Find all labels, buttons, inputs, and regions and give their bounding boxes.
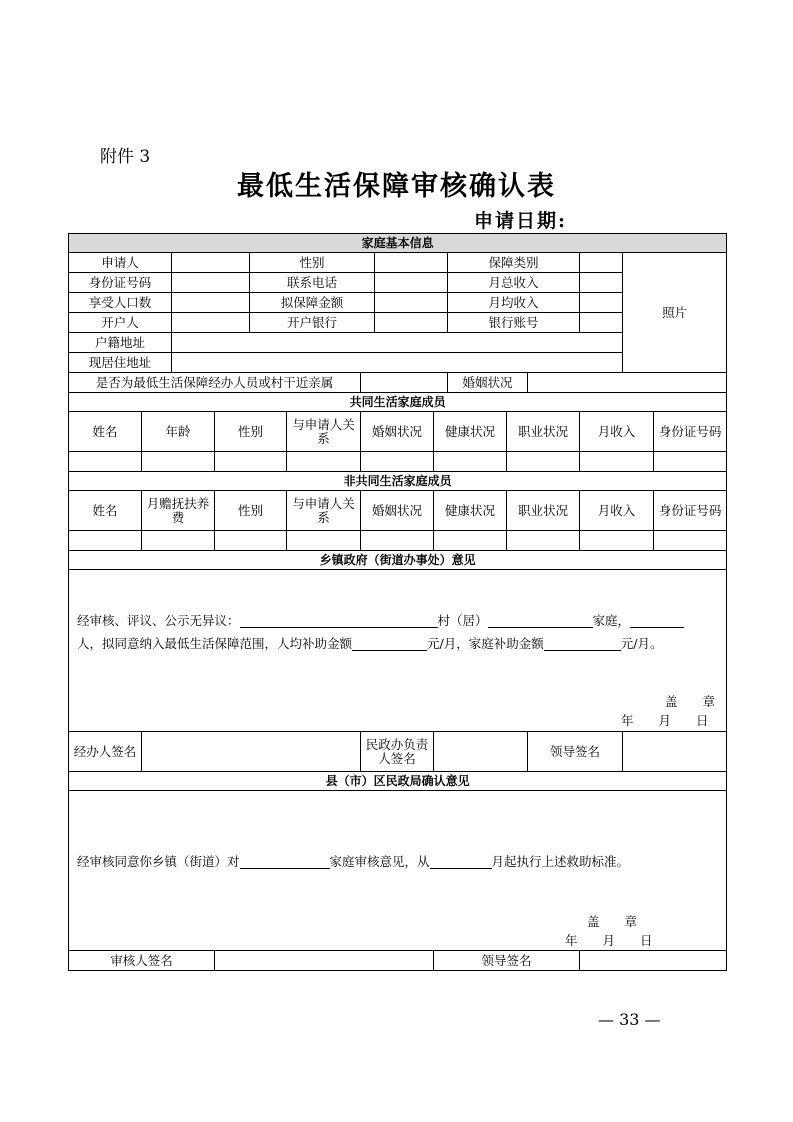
leader-sign-value[interactable] [580,951,727,971]
gender-label: 性别 [250,253,375,273]
table-cell[interactable] [287,452,361,472]
section-family-info: 家庭基本信息 [69,234,727,253]
guarantee-type-label: 保障类别 [448,253,580,273]
seal-label: 盖 章 [665,694,716,709]
id-number-value[interactable] [172,273,250,293]
bank-value[interactable] [375,313,448,333]
monthly-total-income-label: 月总收入 [448,273,580,293]
date-label: 年 月 日 [621,713,709,728]
column-header: 姓名 [69,412,142,452]
column-header: 年龄 [142,412,215,452]
page-title: 最低生活保障审核确认表 [237,171,556,202]
section-township-opinion: 乡镇政府（街道办事处）意见 [69,551,727,570]
family-name-blank[interactable] [240,855,330,869]
table-cell[interactable] [215,452,287,472]
guarantee-type-value[interactable] [580,253,623,273]
marital-status-label: 婚姻状况 [448,373,528,393]
bank-label: 开户银行 [250,313,375,333]
table-cell[interactable] [507,452,580,472]
leader-sign-value[interactable] [623,732,727,772]
page-number: — 33 — [598,1010,661,1029]
phone-label: 联系电话 [250,273,375,293]
column-header: 月赡抚扶养费 [142,491,215,531]
section-cohabiting-members: 共同生活家庭成员 [69,393,727,412]
civil-affairs-sign-value[interactable] [434,732,528,772]
household-address-label: 户籍地址 [69,333,172,353]
applicant-label: 申请人 [69,253,172,273]
column-header: 性别 [215,491,287,531]
county-opinion-line: 经审核同意你乡镇（街道）对 家庭审核意见，从 月起执行上述救助标准。 [77,854,630,869]
beneficiaries-label: 享受人口数 [69,293,172,313]
table-cell[interactable] [507,531,580,551]
monthly-avg-income-value[interactable] [580,293,623,313]
column-header: 健康状况 [434,412,507,452]
marital-status-value[interactable] [528,373,727,393]
table-cell[interactable] [654,531,727,551]
table-cell[interactable] [654,452,727,472]
proposed-amount-value[interactable] [375,293,448,313]
proposed-amount-label: 拟保障金额 [250,293,375,313]
household-address-value[interactable] [172,333,623,353]
column-header: 与申请人关系 [287,412,361,452]
account-holder-value[interactable] [172,313,250,333]
current-address-label: 现居住地址 [69,353,172,373]
photo-box: 照片 [623,253,727,373]
table-cell[interactable] [580,531,654,551]
reviewer-sign-label: 审核人签名 [69,951,215,971]
village-blank[interactable] [240,614,438,628]
review-form-table [68,233,727,971]
column-header: 月收入 [580,491,654,531]
township-opinion-line-2: 人，拟同意纳入最低生活保障范围，人均补助金额 元/月，家庭补助金额 元/月。 [77,636,663,651]
table-cell[interactable] [69,531,142,551]
family-amount-blank[interactable] [544,637,621,651]
gender-value[interactable] [375,253,448,273]
table-cell[interactable] [69,452,142,472]
date-label: 年 月 日 [565,933,653,948]
id-number-label: 身份证号码 [69,273,172,293]
column-header: 与申请人关系 [287,491,361,531]
apply-date-label: 申请日期: [474,210,568,232]
current-address-value[interactable] [172,353,623,373]
county-opinion-box [69,791,727,951]
table-cell[interactable] [142,452,215,472]
relative-question-value[interactable] [361,373,448,393]
bank-account-value[interactable] [580,313,623,333]
persons-blank[interactable] [630,614,684,628]
monthly-avg-income-label: 月均收入 [448,293,580,313]
table-cell[interactable] [142,531,215,551]
column-header: 健康状况 [434,491,507,531]
handler-sign-value[interactable] [142,732,361,772]
section-non-cohabiting-members: 非共同生活家庭成员 [69,472,727,491]
column-header: 性别 [215,412,287,452]
column-header: 月收入 [580,412,654,452]
beneficiaries-value[interactable] [172,293,250,313]
account-holder-label: 开户人 [69,313,172,333]
column-header: 职业状况 [507,412,580,452]
table-cell[interactable] [434,452,507,472]
section-county-opinion: 县（市）区民政局确认意见 [69,772,727,791]
column-header: 身份证号码 [654,491,727,531]
column-header: 身份证号码 [654,412,727,452]
column-header: 职业状况 [507,491,580,531]
applicant-value[interactable] [172,253,250,273]
attachment-label: 附件 3 [100,147,151,167]
seal-label: 盖 章 [587,914,638,929]
table-cell[interactable] [580,452,654,472]
table-cell[interactable] [215,531,287,551]
table-cell[interactable] [361,531,434,551]
table-cell[interactable] [361,452,434,472]
handler-sign-label: 经办人签名 [69,732,142,772]
table-cell[interactable] [434,531,507,551]
phone-value[interactable] [375,273,448,293]
reviewer-sign-value[interactable] [215,951,434,971]
relative-question-label: 是否为最低生活保障经办人员或村干近亲属 [69,373,361,393]
start-month-blank[interactable] [430,855,492,869]
township-opinion-line-1: 经审核、评议、公示无异议： 村（居） 家庭， [77,614,684,628]
per-capita-amount-blank[interactable] [352,637,427,651]
table-cell[interactable] [287,531,361,551]
civil-affairs-sign-label: 民政办负责人签名 [361,732,434,772]
column-header: 婚姻状况 [361,491,434,531]
leader-sign-label: 领导签名 [528,732,623,772]
township-opinion-box [69,570,727,732]
monthly-total-income-value[interactable] [580,273,623,293]
column-header: 婚姻状况 [361,412,434,452]
family-blank[interactable] [488,614,593,628]
leader-sign-label: 领导签名 [434,951,580,971]
column-header: 姓名 [69,491,142,531]
bank-account-label: 银行账号 [448,313,580,333]
